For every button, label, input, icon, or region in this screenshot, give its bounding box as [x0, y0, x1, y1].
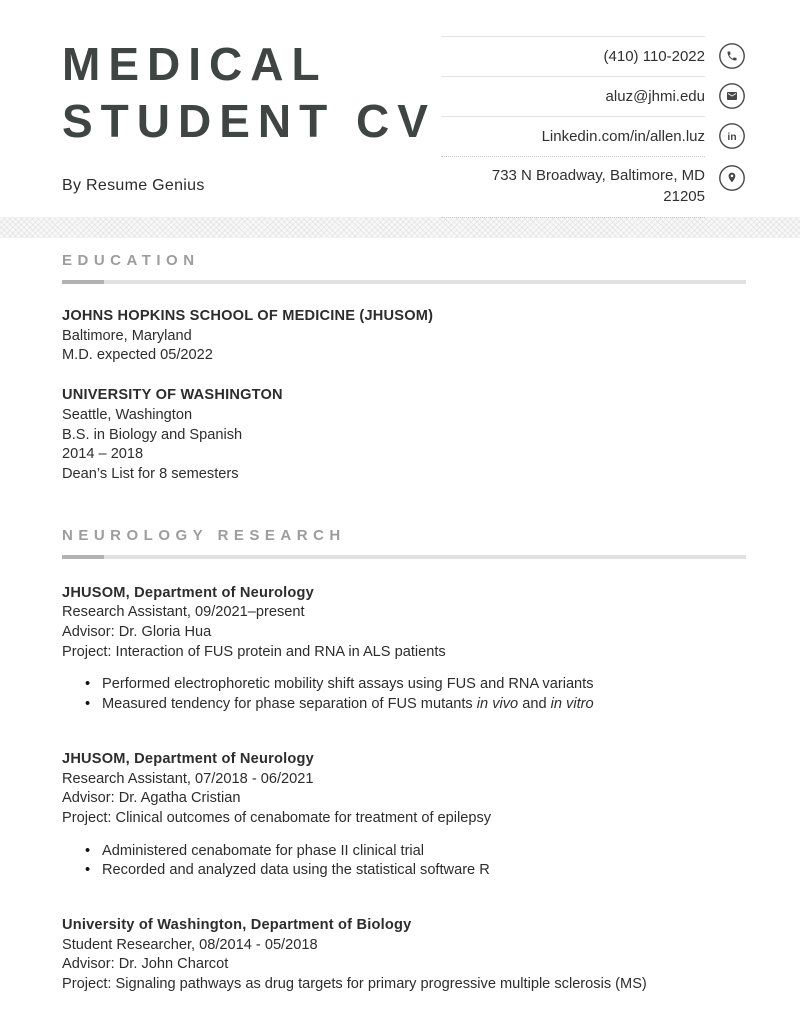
organization-name: University of Washington, Department of Biology	[62, 917, 412, 934]
school-name: UNIVERSITY OF WASHINGTON	[62, 387, 283, 404]
bullet-item: • Recorded and analyzed data using the statistical software R	[62, 861, 746, 881]
mail-icon	[719, 83, 745, 109]
bullet-list	[62, 675, 746, 714]
contact-row-linkedin	[441, 116, 745, 156]
entry-line: Advisor: Dr. Agatha Cristian	[62, 790, 241, 807]
research-entry	[62, 750, 746, 881]
linkedin-url: Linkedin.com/in/allen.luz	[441, 116, 705, 156]
contact-row-email	[441, 76, 745, 116]
page-title	[62, 36, 441, 150]
bullet-item	[62, 695, 746, 715]
cv-header	[0, 0, 800, 217]
byline: By Resume Genius	[62, 177, 205, 194]
organization-name: JHUSOM, Department of Neurology	[62, 750, 314, 767]
entry-line: Project: Clinical outcomes of cenabomate for treatment of epilepsy	[62, 809, 492, 826]
phone-icon	[719, 43, 745, 69]
section-rule	[62, 555, 746, 559]
entry-line: Advisor: Dr. John Charcot	[62, 956, 229, 973]
research-heading: NEUROLOGY RESEARCH	[62, 526, 346, 544]
entry-line: Project: Signaling pathways as drug targets for primary progressive multiple sclerosis (MS)	[62, 976, 647, 993]
organization-name: JHUSOM, Department of Neurology	[62, 584, 314, 601]
entry-line: B.S. in Biology and Spanish	[62, 426, 243, 443]
education-entry	[62, 386, 746, 485]
page-title-line-1: MEDICAL	[62, 38, 328, 90]
entry-line: Baltimore, Maryland	[62, 327, 192, 344]
bullet-text-italic: in vivo	[476, 696, 519, 713]
cv-body	[0, 238, 800, 995]
section-neurology-research	[62, 527, 746, 995]
research-entry	[62, 916, 746, 995]
contact-block	[441, 36, 745, 217]
school-name: JOHNS HOPKINS SCHOOL OF MEDICINE (JHUSOM)	[62, 308, 434, 324]
bullet-list	[62, 842, 746, 881]
bullet-text: and	[518, 696, 551, 713]
entry-line: Research Assistant, 09/2021–present	[62, 604, 305, 621]
entry-line: Seattle, Washington	[62, 406, 193, 423]
bullet-item: • Performed electrophoretic mobility shift assays using FUS and RNA variants	[62, 675, 746, 695]
entry-line: Dean’s List for 8 semesters	[62, 465, 239, 482]
title-block	[62, 36, 441, 217]
bullet-text: Measured tendency for phase separation of FUS mutants	[102, 696, 477, 713]
contact-row-address	[441, 156, 745, 218]
email-address: aluz@jhmi.edu	[441, 76, 705, 116]
entry-line: M.D. expected 05/2022	[62, 347, 213, 364]
linkedin-icon-text: in	[727, 131, 737, 143]
bullet-item: • Administered cenabomate for phase II clinical trial	[62, 842, 746, 862]
postal-address: 733 N Broadway, Baltimore, MD 21205	[441, 156, 705, 218]
entry-line: Student Researcher, 08/2014 - 05/2018	[62, 936, 318, 953]
phone-number: (410) 110-2022	[441, 36, 705, 76]
entry-line: Advisor: Dr. Gloria Hua	[62, 624, 212, 641]
entry-line: Project: Interaction of FUS protein and RNA in ALS patients	[62, 643, 446, 660]
contact-row-phone	[441, 36, 745, 76]
entry-line: Research Assistant, 07/2018 - 06/2021	[62, 770, 314, 787]
education-heading: EDUCATION	[62, 252, 200, 269]
research-entry	[62, 584, 746, 715]
location-icon	[719, 165, 745, 191]
page-title-line-2: STUDENT CV	[62, 95, 436, 147]
textured-divider-band	[0, 217, 800, 238]
section-education	[62, 252, 746, 485]
section-rule	[62, 280, 746, 284]
bullet-text-italic: in vitro	[550, 696, 594, 713]
entry-line: 2014 – 2018	[62, 446, 144, 463]
linkedin-icon	[719, 123, 745, 149]
education-entry	[62, 307, 746, 366]
